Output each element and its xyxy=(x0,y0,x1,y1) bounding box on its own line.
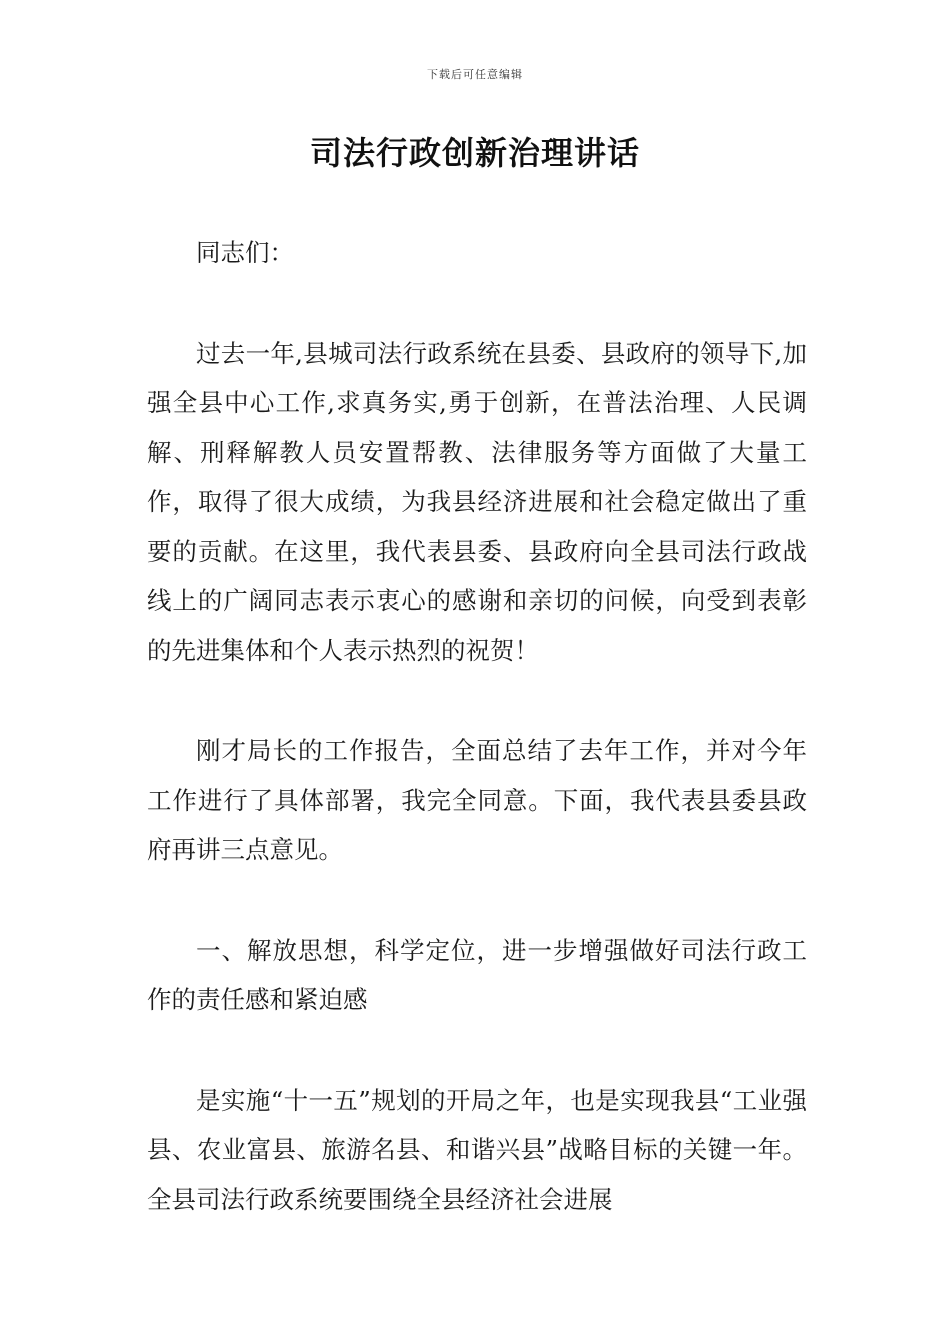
paragraph-2: 刚才局长的工作报告，全面总结了去年工作，并对今年工作进行了具体部署，我完全同意。下面，我代表县委县政府再讲三点意见。 xyxy=(147,736,807,864)
document-title: 司法行政创新治理讲话 xyxy=(309,134,640,172)
salutation: 同志们： xyxy=(196,238,294,267)
header-note: 下载后可任意编辑 xyxy=(427,68,523,81)
document-body xyxy=(147,228,807,1275)
paragraph-1: 过去一年,县城司法行政系统在县委、县政府的领导下,加强全县中心工作,求真务实,勇于创新，在普法治理、人民调解、刑释解教人员安置帮教、法律服务等方面做了大量工作，取得了很大成绩，为我县经济进展和社会稳定做出了重要的贡献。在这里，我代表县委、县政府向全县司法行政战线上的广阔同志表示衷心的感谢和亲切的问候，向受到表彰的先进集体和个人表示热烈的祝贺！ xyxy=(147,338,807,665)
paragraph-3: 是实施“十一五”规划的开局之年，也是实现我县“工业强县、农业富县、旅游名县、和谐兴县”战略目标的关键一年。全县司法行政系统要围绕全县经济社会进展 xyxy=(147,1085,807,1214)
section-heading-1: 一、解放思想，科学定位，进一步增强做好司法行政工作的责任感和紧迫感 xyxy=(147,935,807,1014)
